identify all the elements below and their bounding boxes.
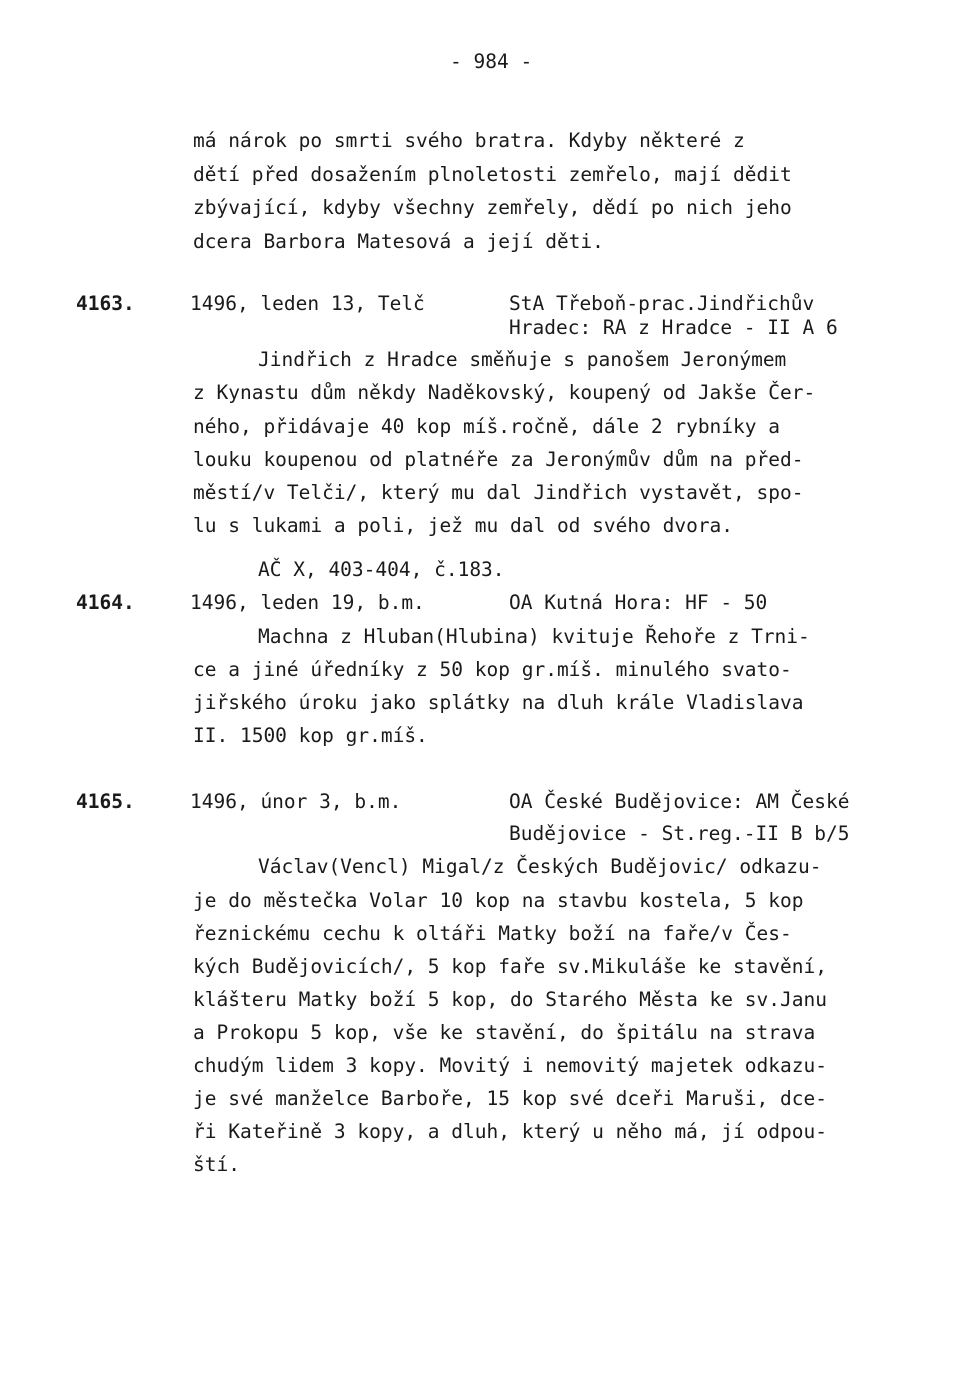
entry-text-line: Václav(Vencl) Migal/z Českých Budějovic/ odkazu-: [258, 855, 822, 878]
continuation-line: má nárok po smrti svého bratra. Kdyby některé z: [193, 129, 745, 152]
entry-text-line: klášteru Matky boží 5 kop, do Starého Města ke sv.Janu: [193, 988, 827, 1011]
entry-reference: AČ X, 403-404, č.183.: [258, 558, 505, 581]
entry-text-line: chudým lidem 3 kopy. Movitý i nemovitý majetek odkazu-: [193, 1054, 827, 1077]
page-number: - 984 -: [450, 50, 533, 73]
entry-text-line: lu s lukami a poli, jež mu dal od svého dvora.: [193, 514, 734, 537]
continuation-line: dcera Barbora Matesová a její děti.: [193, 230, 604, 253]
entry-text-line: řeznickému cechu k oltáři Matky boží na faře/v Čes-: [193, 922, 792, 945]
entry-archive: StA Třeboň-prac.Jindřichův: [509, 292, 815, 315]
entry-text-line: Jindřich z Hradce směňuje s panošem Jeronýmem: [258, 348, 787, 371]
entry-number: 4164.: [76, 591, 135, 614]
entry-text-line: je své manželce Barboře, 15 kop své dceři Maruši, dce-: [193, 1087, 827, 1110]
entry-text-line: jiřského úroku jako splátky na dluh krále Vladislava: [193, 691, 804, 714]
continuation-line: zbývající, kdyby všechny zemřely, dědí po nich jeho: [193, 196, 792, 219]
entry-date-place: 1496, únor 3, b.m.: [190, 790, 402, 813]
entry-text-line: II. 1500 kop gr.míš.: [193, 724, 428, 747]
entry-text-line: ští.: [193, 1153, 240, 1176]
continuation-line: dětí před dosažením plnoletosti zemřelo, mají dědit: [193, 163, 792, 186]
entry-text-line: ři Kateřině 3 kopy, a dluh, který u něho má, jí odpou-: [193, 1120, 827, 1143]
entry-text-line: ného, přidávaje 40 kop míš.ročně, dále 2 rybníky a: [193, 415, 780, 438]
entry-archive: OA České Budějovice: AM České: [509, 790, 850, 813]
entry-number: 4163.: [76, 292, 135, 315]
entry-text-line: městí/v Telči/, který mu dal Jindřich vystavět, spo-: [193, 481, 804, 504]
entry-text-line: je do městečka Volar 10 kop na stavbu kostela, 5 kop: [193, 889, 804, 912]
entry-text-line: Machna z Hluban(Hlubina) kvituje Řehoře z Trni-: [258, 625, 810, 648]
entry-date-place: 1496, leden 19, b.m.: [190, 591, 425, 614]
entry-archive: OA Kutná Hora: HF - 50: [509, 591, 768, 614]
entry-text-line: kých Budějovicích/, 5 kop faře sv.Mikuláše ke stavění,: [193, 955, 827, 978]
entry-archive: Hradec: RA z Hradce - II A 6: [509, 316, 838, 339]
entry-text-line: ce a jiné úředníky z 50 kop gr.míš. minulého svato-: [193, 658, 792, 681]
entry-archive: Budějovice - St.reg.-II B b/5: [509, 822, 850, 845]
entry-date-place: 1496, leden 13, Telč: [190, 292, 425, 315]
entry-text-line: louku koupenou od platnéře za Jeronýmův dům na před-: [193, 448, 804, 471]
entry-number: 4165.: [76, 790, 135, 813]
entry-text-line: z Kynastu dům někdy Naděkovský, koupený od Jakše Čer-: [193, 381, 816, 404]
entry-text-line: a Prokopu 5 kop, vše ke stavění, do špitálu na strava: [193, 1021, 816, 1044]
